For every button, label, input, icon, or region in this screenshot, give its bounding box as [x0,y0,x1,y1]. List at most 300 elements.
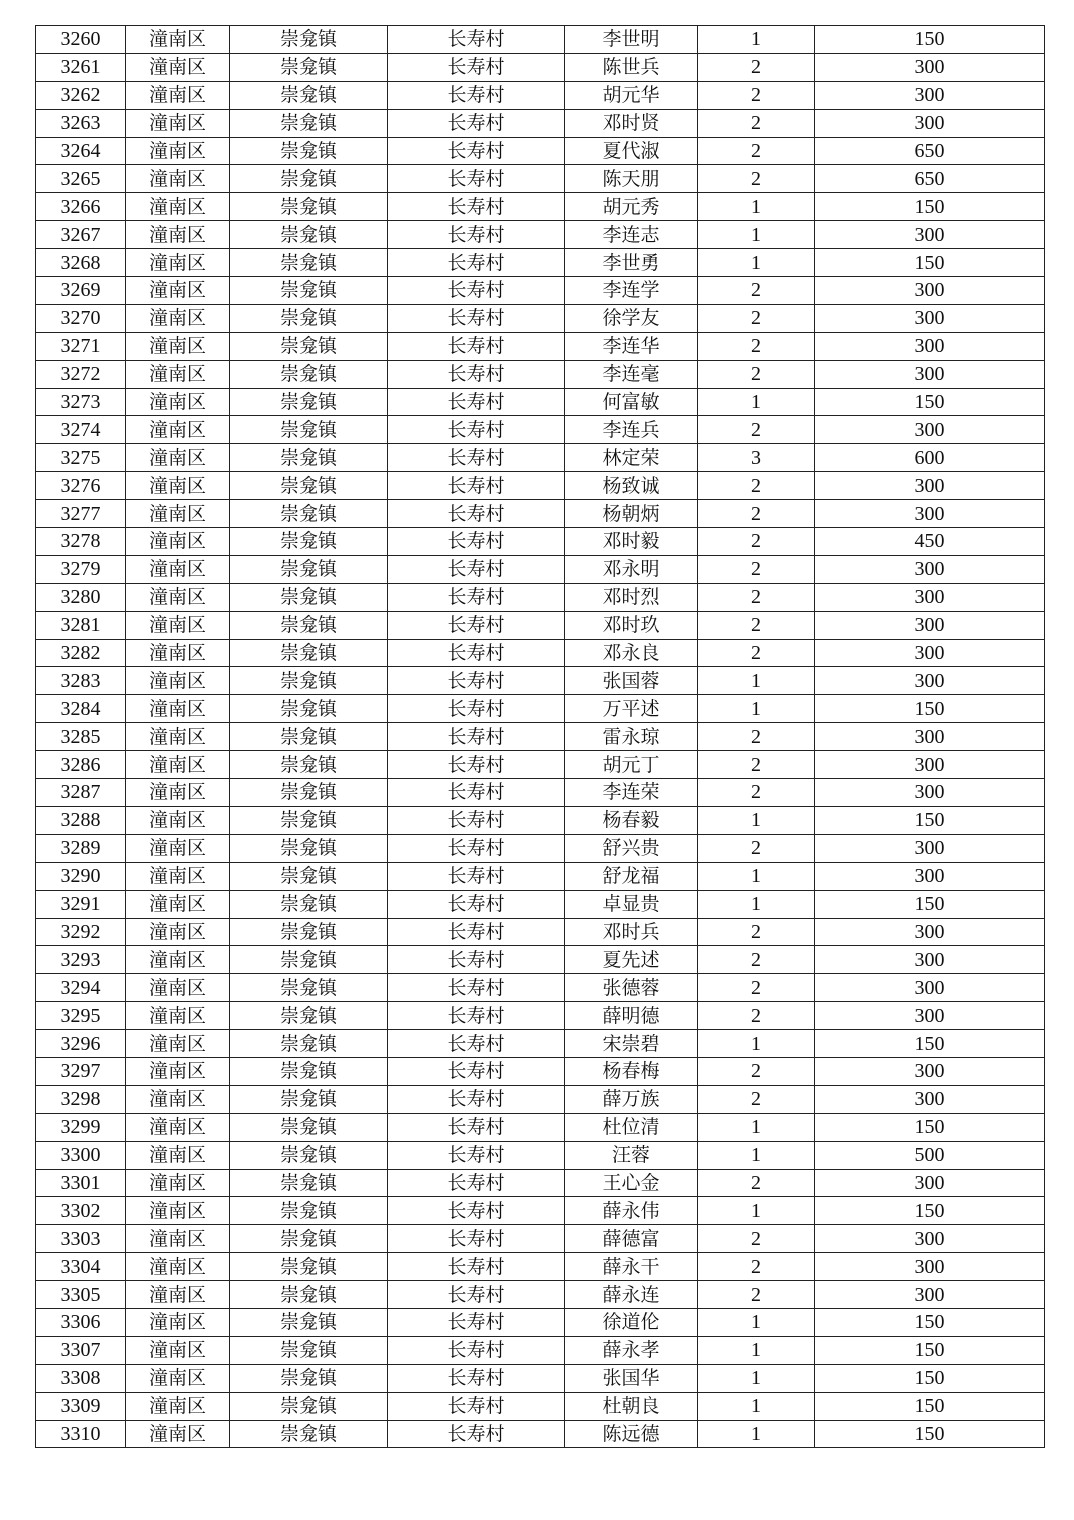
cell-town: 崇龛镇 [230,1169,388,1197]
cell-household-count: 1 [698,221,815,249]
cell-person-name: 邓时玖 [565,611,698,639]
cell-district: 潼南区 [126,1308,230,1336]
cell-amount: 150 [815,1364,1045,1392]
cell-household-count: 2 [698,360,815,388]
cell-household-count: 1 [698,862,815,890]
cell-person-name: 李世明 [565,26,698,54]
cell-person-name: 张国蓉 [565,667,698,695]
table-row [36,444,1045,472]
cell-amount: 150 [815,1197,1045,1225]
cell-serial-number: 3310 [36,1420,126,1448]
cell-district: 潼南区 [126,26,230,54]
cell-district: 潼南区 [126,500,230,528]
table-row [36,304,1045,332]
cell-amount: 300 [815,1225,1045,1253]
table-row [36,667,1045,695]
cell-town: 崇龛镇 [230,165,388,193]
cell-serial-number: 3296 [36,1030,126,1058]
cell-serial-number: 3264 [36,137,126,165]
cell-person-name: 张德蓉 [565,974,698,1002]
cell-amount: 450 [815,528,1045,556]
table-row [36,1197,1045,1225]
cell-amount: 300 [815,332,1045,360]
cell-town: 崇龛镇 [230,360,388,388]
cell-person-name: 薛万族 [565,1085,698,1113]
cell-district: 潼南区 [126,277,230,305]
cell-amount: 300 [815,751,1045,779]
cell-district: 潼南区 [126,723,230,751]
cell-person-name: 李连学 [565,277,698,305]
cell-town: 崇龛镇 [230,862,388,890]
cell-amount: 150 [815,806,1045,834]
cell-household-count: 2 [698,974,815,1002]
cell-household-count: 1 [698,1308,815,1336]
cell-village: 长寿村 [388,1336,565,1364]
cell-district: 潼南区 [126,165,230,193]
cell-amount: 300 [815,946,1045,974]
table-row [36,1253,1045,1281]
cell-person-name: 薛永伟 [565,1197,698,1225]
cell-household-count: 1 [698,193,815,221]
cell-serial-number: 3309 [36,1392,126,1420]
cell-district: 潼南区 [126,249,230,277]
cell-village: 长寿村 [388,81,565,109]
cell-serial-number: 3277 [36,500,126,528]
cell-household-count: 2 [698,1253,815,1281]
table-row [36,1141,1045,1169]
cell-town: 崇龛镇 [230,137,388,165]
cell-village: 长寿村 [388,1420,565,1448]
cell-household-count: 2 [698,304,815,332]
cell-household-count: 2 [698,751,815,779]
cell-household-count: 1 [698,1392,815,1420]
cell-amount: 300 [815,583,1045,611]
table-row [36,834,1045,862]
cell-village: 长寿村 [388,667,565,695]
cell-household-count: 2 [698,472,815,500]
cell-household-count: 2 [698,1057,815,1085]
cell-serial-number: 3261 [36,53,126,81]
cell-serial-number: 3272 [36,360,126,388]
cell-person-name: 林定荣 [565,444,698,472]
cell-district: 潼南区 [126,1002,230,1030]
cell-person-name: 舒兴贵 [565,834,698,862]
cell-household-count: 2 [698,834,815,862]
cell-serial-number: 3260 [36,26,126,54]
cell-person-name: 胡元秀 [565,193,698,221]
cell-serial-number: 3302 [36,1197,126,1225]
cell-amount: 150 [815,1392,1045,1420]
cell-amount: 300 [815,779,1045,807]
cell-amount: 150 [815,388,1045,416]
cell-person-name: 夏先述 [565,946,698,974]
cell-amount: 300 [815,834,1045,862]
cell-person-name: 杨致诚 [565,472,698,500]
cell-serial-number: 3278 [36,528,126,556]
cell-district: 潼南区 [126,416,230,444]
cell-district: 潼南区 [126,834,230,862]
cell-amount: 150 [815,193,1045,221]
cell-household-count: 2 [698,53,815,81]
cell-village: 长寿村 [388,890,565,918]
cell-town: 崇龛镇 [230,1002,388,1030]
cell-village: 长寿村 [388,695,565,723]
cell-town: 崇龛镇 [230,416,388,444]
cell-person-name: 何富敏 [565,388,698,416]
cell-household-count: 1 [698,249,815,277]
cell-village: 长寿村 [388,1392,565,1420]
cell-serial-number: 3265 [36,165,126,193]
cell-village: 长寿村 [388,500,565,528]
cell-person-name: 薛永连 [565,1281,698,1309]
cell-district: 潼南区 [126,53,230,81]
cell-district: 潼南区 [126,862,230,890]
cell-serial-number: 3294 [36,974,126,1002]
cell-household-count: 1 [698,1113,815,1141]
cell-village: 长寿村 [388,137,565,165]
cell-village: 长寿村 [388,165,565,193]
cell-serial-number: 3284 [36,695,126,723]
cell-district: 潼南区 [126,806,230,834]
table-row [36,416,1045,444]
cell-district: 潼南区 [126,555,230,583]
cell-amount: 300 [815,360,1045,388]
cell-serial-number: 3305 [36,1281,126,1309]
cell-district: 潼南区 [126,611,230,639]
cell-village: 长寿村 [388,1281,565,1309]
table-row [36,249,1045,277]
table-row [36,555,1045,583]
cell-town: 崇龛镇 [230,611,388,639]
cell-person-name: 薛永孝 [565,1336,698,1364]
table-row [36,751,1045,779]
cell-serial-number: 3295 [36,1002,126,1030]
cell-town: 崇龛镇 [230,1253,388,1281]
cell-household-count: 1 [698,1141,815,1169]
table-body [36,26,1045,1448]
cell-amount: 650 [815,165,1045,193]
cell-village: 长寿村 [388,472,565,500]
cell-district: 潼南区 [126,444,230,472]
table-row [36,1420,1045,1448]
cell-amount: 300 [815,1281,1045,1309]
table-row [36,472,1045,500]
cell-district: 潼南区 [126,304,230,332]
cell-household-count: 1 [698,388,815,416]
cell-household-count: 2 [698,918,815,946]
table-row [36,109,1045,137]
cell-district: 潼南区 [126,388,230,416]
cell-town: 崇龛镇 [230,26,388,54]
cell-district: 潼南区 [126,695,230,723]
cell-household-count: 2 [698,109,815,137]
cell-serial-number: 3267 [36,221,126,249]
cell-household-count: 1 [698,1197,815,1225]
cell-amount: 300 [815,472,1045,500]
cell-serial-number: 3275 [36,444,126,472]
cell-district: 潼南区 [126,360,230,388]
cell-town: 崇龛镇 [230,1392,388,1420]
cell-village: 长寿村 [388,611,565,639]
cell-amount: 150 [815,1308,1045,1336]
cell-village: 长寿村 [388,639,565,667]
cell-town: 崇龛镇 [230,528,388,556]
cell-household-count: 2 [698,611,815,639]
table-row [36,360,1045,388]
cell-person-name: 杨春梅 [565,1057,698,1085]
cell-household-count: 2 [698,528,815,556]
cell-town: 崇龛镇 [230,946,388,974]
cell-serial-number: 3269 [36,277,126,305]
cell-district: 潼南区 [126,890,230,918]
cell-household-count: 2 [698,332,815,360]
cell-person-name: 卓显贵 [565,890,698,918]
cell-amount: 300 [815,667,1045,695]
table-row [36,1392,1045,1420]
cell-amount: 300 [815,277,1045,305]
cell-serial-number: 3262 [36,81,126,109]
cell-amount: 300 [815,416,1045,444]
cell-serial-number: 3270 [36,304,126,332]
cell-village: 长寿村 [388,193,565,221]
cell-serial-number: 3280 [36,583,126,611]
cell-village: 长寿村 [388,1169,565,1197]
cell-district: 潼南区 [126,974,230,1002]
cell-household-count: 1 [698,667,815,695]
cell-village: 长寿村 [388,1253,565,1281]
cell-person-name: 陈世兵 [565,53,698,81]
cell-amount: 300 [815,723,1045,751]
cell-person-name: 胡元丁 [565,751,698,779]
cell-amount: 150 [815,26,1045,54]
cell-district: 潼南区 [126,109,230,137]
cell-village: 长寿村 [388,249,565,277]
cell-amount: 150 [815,1113,1045,1141]
cell-town: 崇龛镇 [230,221,388,249]
cell-household-count: 2 [698,555,815,583]
cell-person-name: 李连华 [565,332,698,360]
cell-person-name: 万平述 [565,695,698,723]
table-row [36,806,1045,834]
cell-amount: 300 [815,1085,1045,1113]
cell-amount: 300 [815,500,1045,528]
table-row [36,1057,1045,1085]
cell-district: 潼南区 [126,472,230,500]
cell-serial-number: 3273 [36,388,126,416]
cell-amount: 300 [815,974,1045,1002]
cell-serial-number: 3285 [36,723,126,751]
cell-person-name: 李连志 [565,221,698,249]
cell-amount: 150 [815,1030,1045,1058]
table-row [36,165,1045,193]
cell-village: 长寿村 [388,779,565,807]
cell-person-name: 薛永干 [565,1253,698,1281]
cell-person-name: 邓时贤 [565,109,698,137]
table-row [36,53,1045,81]
cell-household-count: 2 [698,946,815,974]
cell-serial-number: 3279 [36,555,126,583]
cell-town: 崇龛镇 [230,834,388,862]
cell-district: 潼南区 [126,137,230,165]
cell-village: 长寿村 [388,918,565,946]
cell-amount: 300 [815,109,1045,137]
cell-town: 崇龛镇 [230,779,388,807]
cell-district: 潼南区 [126,1253,230,1281]
table-row [36,1002,1045,1030]
cell-person-name: 胡元华 [565,81,698,109]
cell-village: 长寿村 [388,1364,565,1392]
cell-person-name: 张国华 [565,1364,698,1392]
cell-town: 崇龛镇 [230,583,388,611]
cell-household-count: 2 [698,723,815,751]
cell-district: 潼南区 [126,1085,230,1113]
table-row [36,611,1045,639]
cell-serial-number: 3271 [36,332,126,360]
table-row [36,137,1045,165]
cell-person-name: 薛德富 [565,1225,698,1253]
table-row [36,890,1045,918]
cell-serial-number: 3292 [36,918,126,946]
cell-serial-number: 3288 [36,806,126,834]
cell-serial-number: 3300 [36,1141,126,1169]
cell-household-count: 2 [698,277,815,305]
cell-person-name: 夏代淑 [565,137,698,165]
cell-household-count: 2 [698,81,815,109]
cell-town: 崇龛镇 [230,81,388,109]
cell-town: 崇龛镇 [230,249,388,277]
table-row [36,695,1045,723]
cell-town: 崇龛镇 [230,332,388,360]
cell-serial-number: 3306 [36,1308,126,1336]
table-row [36,639,1045,667]
cell-person-name: 徐道伦 [565,1308,698,1336]
cell-person-name: 雷永琼 [565,723,698,751]
cell-town: 崇龛镇 [230,472,388,500]
cell-person-name: 邓时毅 [565,528,698,556]
cell-serial-number: 3289 [36,834,126,862]
cell-person-name: 徐学友 [565,304,698,332]
cell-serial-number: 3287 [36,779,126,807]
cell-serial-number: 3293 [36,946,126,974]
cell-household-count: 2 [698,1169,815,1197]
table-row [36,1030,1045,1058]
cell-town: 崇龛镇 [230,890,388,918]
table-row [36,1281,1045,1309]
table-row [36,1364,1045,1392]
cell-amount: 300 [815,555,1045,583]
cell-town: 崇龛镇 [230,751,388,779]
cell-person-name: 王心金 [565,1169,698,1197]
cell-amount: 150 [815,695,1045,723]
cell-serial-number: 3276 [36,472,126,500]
cell-serial-number: 3290 [36,862,126,890]
cell-person-name: 杨春毅 [565,806,698,834]
cell-person-name: 舒龙福 [565,862,698,890]
cell-district: 潼南区 [126,779,230,807]
cell-village: 长寿村 [388,555,565,583]
cell-household-count: 1 [698,1030,815,1058]
cell-serial-number: 3263 [36,109,126,137]
cell-town: 崇龛镇 [230,1225,388,1253]
cell-amount: 300 [815,639,1045,667]
cell-person-name: 李世勇 [565,249,698,277]
cell-town: 崇龛镇 [230,444,388,472]
table-row [36,81,1045,109]
cell-person-name: 李连荣 [565,779,698,807]
cell-household-count: 2 [698,639,815,667]
cell-household-count: 1 [698,695,815,723]
cell-district: 潼南区 [126,1169,230,1197]
cell-district: 潼南区 [126,1225,230,1253]
cell-person-name: 邓时兵 [565,918,698,946]
cell-town: 崇龛镇 [230,1336,388,1364]
cell-district: 潼南区 [126,1141,230,1169]
table-row [36,221,1045,249]
table-row [36,946,1045,974]
cell-person-name: 李连兵 [565,416,698,444]
cell-district: 潼南区 [126,583,230,611]
cell-serial-number: 3283 [36,667,126,695]
cell-district: 潼南区 [126,1364,230,1392]
cell-household-count: 1 [698,806,815,834]
cell-village: 长寿村 [388,26,565,54]
cell-town: 崇龛镇 [230,1281,388,1309]
cell-serial-number: 3266 [36,193,126,221]
cell-serial-number: 3304 [36,1253,126,1281]
cell-village: 长寿村 [388,583,565,611]
cell-village: 长寿村 [388,221,565,249]
cell-amount: 500 [815,1141,1045,1169]
cell-village: 长寿村 [388,1085,565,1113]
cell-household-count: 2 [698,779,815,807]
cell-serial-number: 3303 [36,1225,126,1253]
cell-village: 长寿村 [388,304,565,332]
cell-town: 崇龛镇 [230,723,388,751]
cell-village: 长寿村 [388,1030,565,1058]
cell-amount: 300 [815,862,1045,890]
cell-town: 崇龛镇 [230,500,388,528]
cell-amount: 150 [815,249,1045,277]
cell-village: 长寿村 [388,834,565,862]
cell-town: 崇龛镇 [230,1030,388,1058]
cell-town: 崇龛镇 [230,555,388,583]
cell-serial-number: 3297 [36,1057,126,1085]
cell-district: 潼南区 [126,332,230,360]
cell-household-count: 1 [698,890,815,918]
cell-village: 长寿村 [388,974,565,1002]
table-row [36,1085,1045,1113]
cell-district: 潼南区 [126,1113,230,1141]
cell-village: 长寿村 [388,388,565,416]
cell-village: 长寿村 [388,1141,565,1169]
cell-person-name: 邓永良 [565,639,698,667]
cell-person-name: 杜朝良 [565,1392,698,1420]
cell-town: 崇龛镇 [230,193,388,221]
cell-household-count: 2 [698,583,815,611]
table-row [36,1308,1045,1336]
cell-household-count: 2 [698,1002,815,1030]
cell-village: 长寿村 [388,806,565,834]
cell-person-name: 陈远德 [565,1420,698,1448]
cell-village: 长寿村 [388,1113,565,1141]
cell-household-count: 2 [698,165,815,193]
cell-amount: 150 [815,890,1045,918]
subsidy-table [35,25,1045,1448]
cell-town: 崇龛镇 [230,1364,388,1392]
cell-district: 潼南区 [126,667,230,695]
cell-village: 长寿村 [388,53,565,81]
table-row [36,1225,1045,1253]
